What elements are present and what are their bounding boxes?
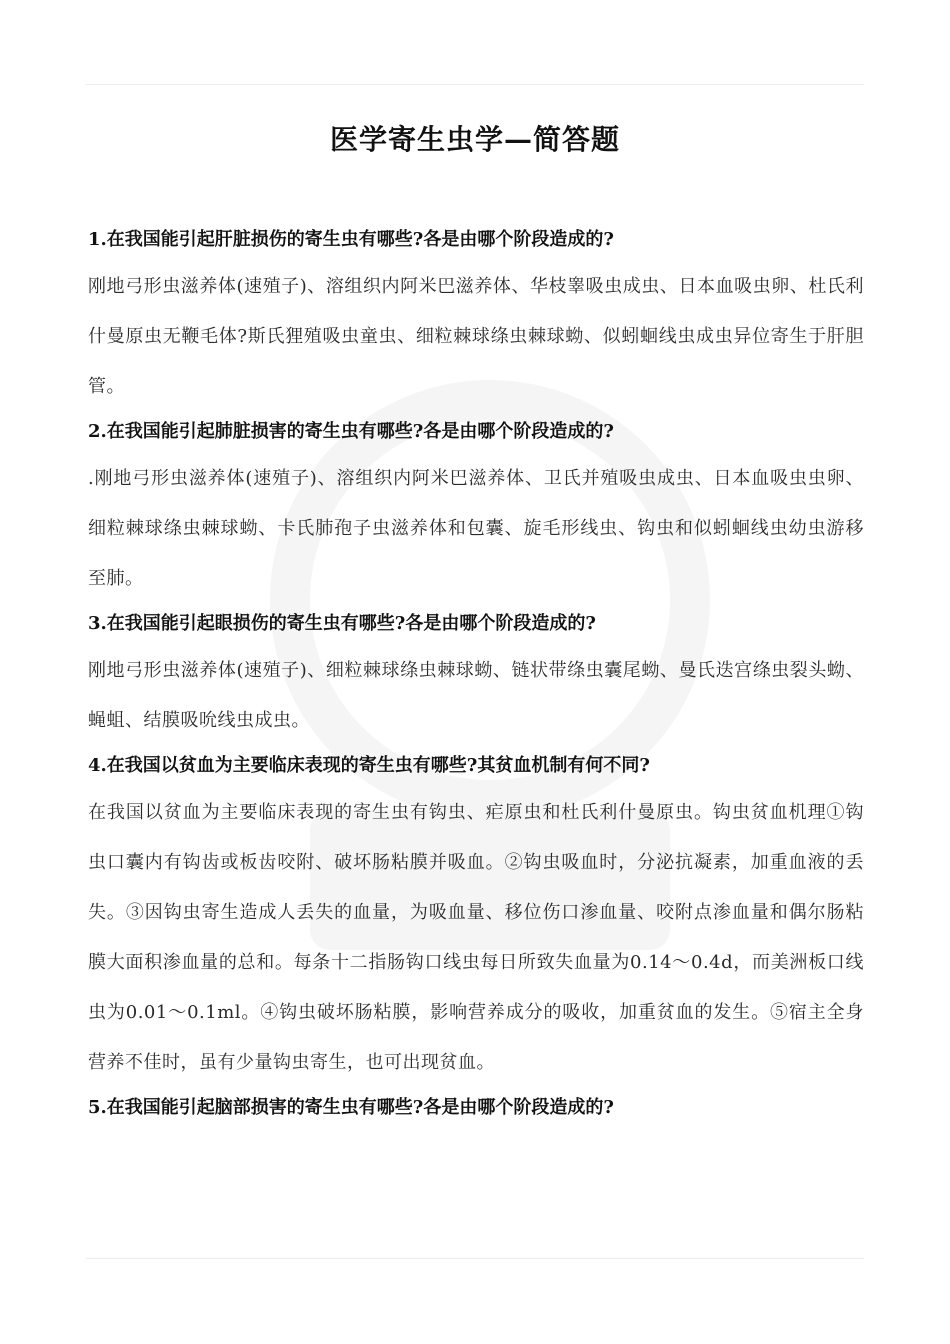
- footer-divider: [86, 1258, 864, 1259]
- answer-3: 刚地弓形虫滋养体(速殖子)、细粒棘球绦虫棘球蚴、链状带绦虫囊尾蚴、曼氏迭宫绦虫裂头蚴、蝇蛆、结膜吸吮线虫成虫。: [88, 660, 864, 731]
- qa-list: [88, 222, 864, 1130]
- qa-item-1: [88, 222, 864, 412]
- page-title: 医学寄生虫学—简答题: [329, 123, 620, 156]
- qa-item-5: [88, 1090, 864, 1126]
- header-divider: [86, 84, 864, 85]
- qa-item-2: [88, 414, 864, 604]
- question-3: 3.在我国能引起眼损伤的寄生虫有哪些?各是由哪个阶段造成的?: [88, 613, 596, 634]
- qa-item-3: [88, 606, 864, 746]
- question-5: 5.在我国能引起脑部损害的寄生虫有哪些?各是由哪个阶段造成的?: [88, 1097, 614, 1118]
- question-1: 1.在我国能引起肝脏损伤的寄生虫有哪些?各是由哪个阶段造成的?: [88, 229, 614, 250]
- qa-item-4: [88, 748, 864, 1088]
- answer-2: .刚地弓形虫滋养体(速殖子)、溶组织内阿米巴滋养体、卫氏并殖吸虫成虫、日本血吸虫虫卵、细粒棘球绦虫棘球蚴、卡氏肺孢子虫滋养体和包囊、旋毛形线虫、钩虫和似蚓蛔线虫幼虫游移至肺。: [88, 468, 864, 589]
- answer-1: 刚地弓形虫滋养体(速殖子)、溶组织内阿米巴滋养体、华枝睾吸虫成虫、日本血吸虫卵、杜氏利什曼原虫无鞭毛体?斯氏狸殖吸虫童虫、细粒棘球绦虫棘球蚴、似蚓蛔线虫成虫异位寄生于肝胆管。: [88, 276, 864, 397]
- question-4: 4.在我国以贫血为主要临床表现的寄生虫有哪些?其贫血机制有何不同?: [88, 755, 650, 776]
- question-2: 2.在我国能引起肺脏损害的寄生虫有哪些?各是由哪个阶段造成的?: [88, 421, 614, 442]
- answer-4: 在我国以贫血为主要临床表现的寄生虫有钩虫、疟原虫和杜氏利什曼原虫。钩虫贫血机理①钩虫口囊内有钩齿或板齿咬附、破坏肠粘膜并吸血。②钩虫吸血时，分泌抗凝素，加重血液的丢失。③因钩虫寄生造成人丢失的血量，为吸血量、移位伤口渗血量、咬附点渗血量和偶尔肠粘膜大面积渗血量的总和。每条十二指肠钩口线虫每日所致失血量为0.14～0.4d，而美洲板口线虫为0.01～0.1ml。④钩虫破坏肠粘膜，影响营养成分的吸收，加重贫血的发生。⑤宿主全身营养不佳时，虽有少量钩虫寄生，也可出现贫血。: [88, 802, 864, 1073]
